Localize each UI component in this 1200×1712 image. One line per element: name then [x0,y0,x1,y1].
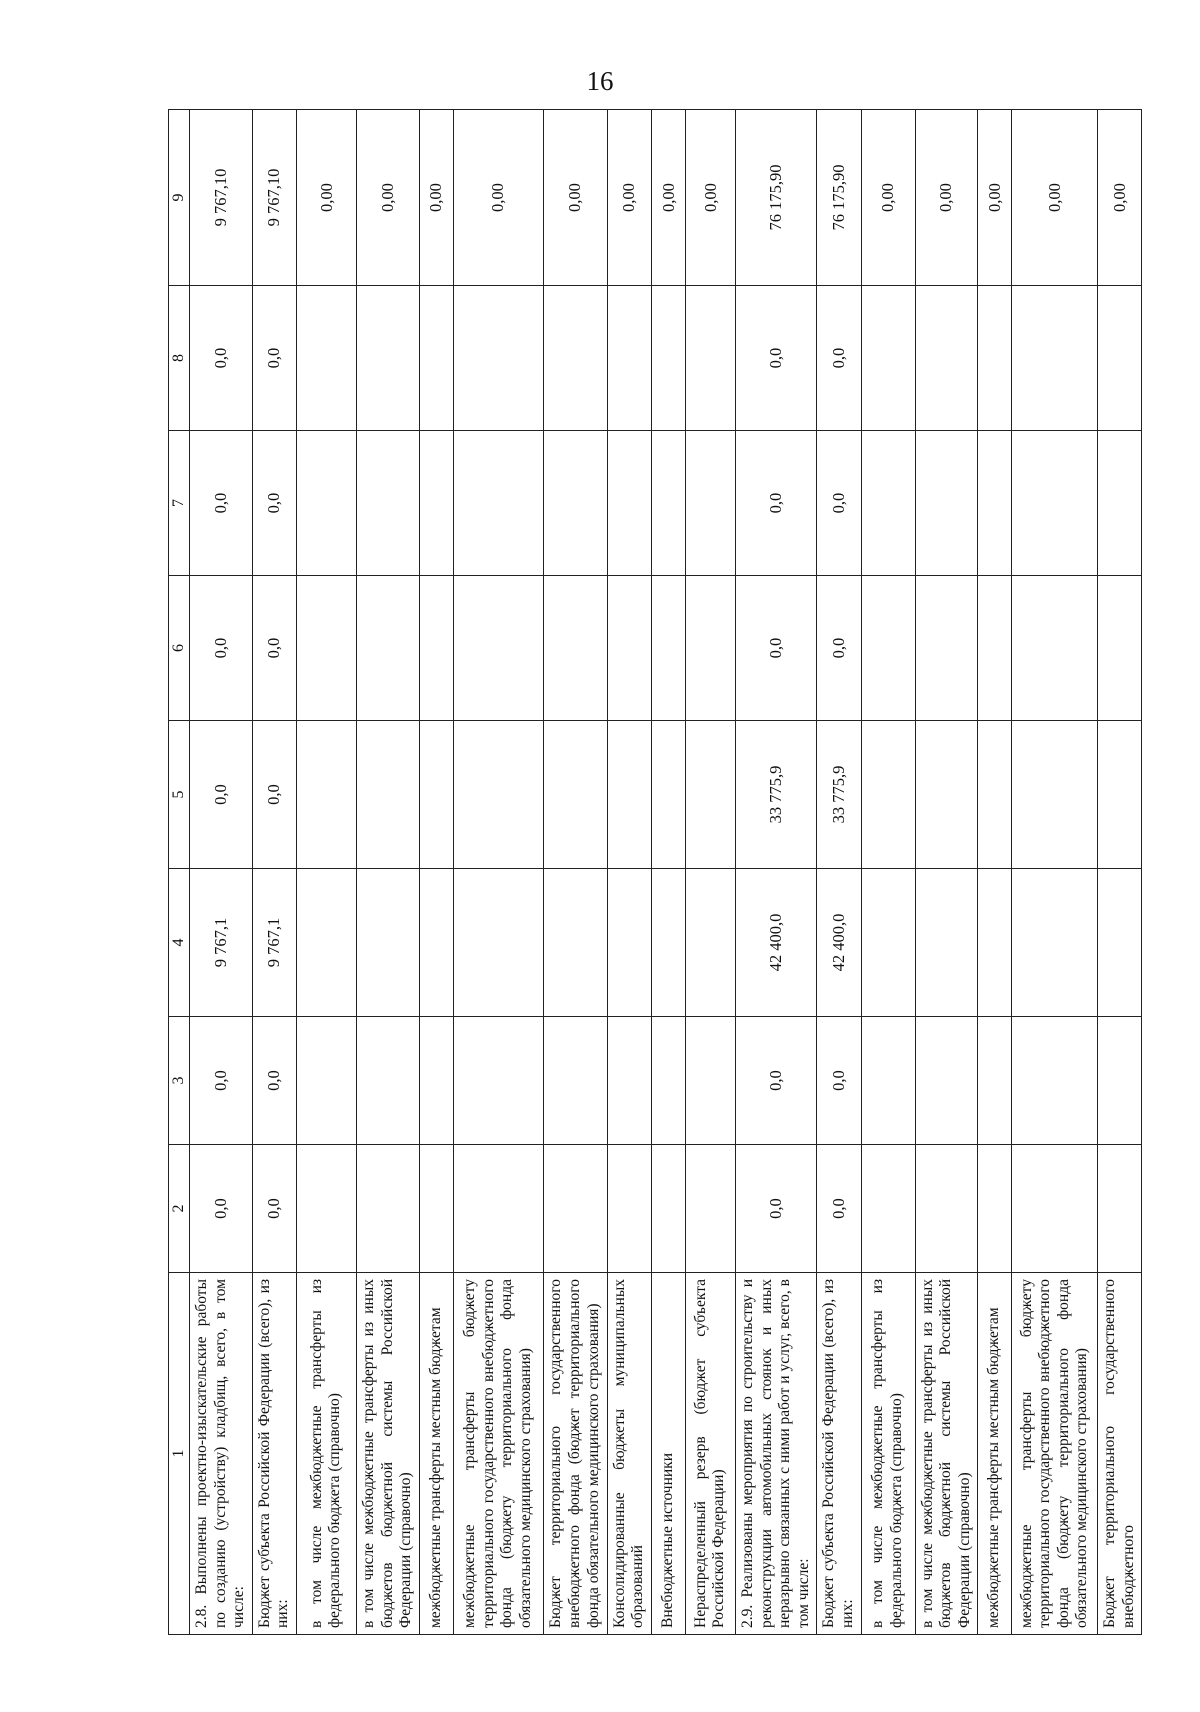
table-cell [356,721,419,869]
table-cell [607,721,651,869]
table-cell [915,869,978,1017]
table-cell: 0,0 [190,1017,253,1145]
table-cell [651,1145,685,1273]
table-cell [1098,1017,1142,1145]
table-cell: 0,0 [735,431,816,576]
column-number: 4 [169,869,190,1017]
budget-table [168,109,1142,1635]
table-cell [356,286,419,431]
table-row [190,110,253,1635]
bottom-margin [0,1650,1200,1712]
table-cell [861,1017,915,1145]
table-cell [1012,431,1098,576]
table-cell: 0,0 [817,286,861,431]
table-cell [651,286,685,431]
table-cell: 0,0 [252,576,296,721]
table-row [651,110,685,1635]
table-cell [419,721,453,869]
table-row [607,110,651,1635]
table-cell [543,1145,607,1273]
table-cell [356,869,419,1017]
table-cell [296,1145,356,1273]
table-cell: 0,0 [190,286,253,431]
table-cell [1098,431,1142,576]
table-cell [296,721,356,869]
table-cell [978,721,1012,869]
table-cell: 0,0 [817,576,861,721]
row-label: Нераспределенный резерв (бюджет субъекта Российской Федерации) [685,1273,735,1635]
table-cell: 0,00 [607,110,651,286]
row-label: Бюджет субъекта Российской Федерации (всего), из них: [252,1273,296,1635]
table-row [1012,110,1098,1635]
table-cell [651,721,685,869]
table-cell: 0,0 [252,286,296,431]
row-label: в том числе межбюджетные трансферты из иных бюджетов бюджетной системы Российской Федерации (справочно) [915,1273,978,1635]
table-row [252,110,296,1635]
table-cell [651,431,685,576]
table-cell [453,431,543,576]
column-number: 1 [169,1273,190,1635]
column-number: 3 [169,1017,190,1145]
table-cell: 0,0 [735,1017,816,1145]
table-cell [861,576,915,721]
table-cell [685,576,735,721]
table-cell [978,1017,1012,1145]
table-cell: 76 175,90 [817,110,861,286]
table-cell [915,721,978,869]
table-cell: 9 767,1 [190,869,253,1017]
table-cell [356,431,419,576]
table-cell [543,576,607,721]
table-row [296,110,356,1635]
column-number: 2 [169,1145,190,1273]
rotated-table-wrapper [168,110,1137,1635]
table-cell [861,1145,915,1273]
table-cell: 0,00 [861,110,915,286]
table-cell: 0,00 [915,110,978,286]
table-cell [296,286,356,431]
table-row [419,110,453,1635]
column-number: 7 [169,431,190,576]
table-cell [1012,869,1098,1017]
row-label: в том числе межбюджетные трансферты из федерального бюджета (справочно) [861,1273,915,1635]
table-cell [1098,576,1142,721]
row-label: межбюджетные трансферты бюджету территориального государственного внебюджетного фонда (бюджету территориального фонда обязательного медицинского страхования) [453,1273,543,1635]
table-cell: 33 775,9 [735,721,816,869]
table-cell [453,721,543,869]
table-cell [651,869,685,1017]
table-cell: 0,0 [817,431,861,576]
column-number: 9 [169,110,190,286]
row-label: в том числе межбюджетные трансферты из федерального бюджета (справочно) [296,1273,356,1635]
table-cell: 0,00 [356,110,419,286]
table-cell [296,431,356,576]
table-cell: 0,0 [190,721,253,869]
table-cell [543,721,607,869]
table-row [735,110,816,1635]
table-row [1098,110,1142,1635]
table-cell [861,721,915,869]
table-cell [685,1145,735,1273]
table-cell: 0,00 [651,110,685,286]
table-cell: 9 767,10 [252,110,296,286]
table-cell: 0,00 [1098,110,1142,286]
table-cell: 0,0 [252,1017,296,1145]
table-cell: 9 767,1 [252,869,296,1017]
table-cell [1098,286,1142,431]
table-cell [1012,286,1098,431]
row-label: межбюджетные трансферты бюджету территориального государственного внебюджетного фонда (бюджету территориального фонда обязательного медицинского страхования) [1012,1273,1098,1635]
table-cell [1098,1145,1142,1273]
table-cell: 42 400,0 [735,869,816,1017]
table-cell [607,431,651,576]
table-cell [419,1145,453,1273]
table-cell [915,1145,978,1273]
table-cell: 0,00 [296,110,356,286]
table-cell: 0,0 [735,1145,816,1273]
table-cell [607,576,651,721]
table-cell [685,721,735,869]
table-cell [453,1017,543,1145]
table-cell [453,286,543,431]
table-cell [651,1017,685,1145]
table-row [915,110,978,1635]
row-label: в том числе межбюджетные трансферты из иных бюджетов бюджетной системы Российской Федерации (справочно) [356,1273,419,1635]
table-cell: 0,0 [252,1145,296,1273]
table-cell [978,286,1012,431]
table-cell: 0,00 [978,110,1012,286]
table-cell: 0,0 [190,1145,253,1273]
table-row [453,110,543,1635]
row-label: Бюджет территориального государственного внебюджетного фонда (бюджет территориального фонда обязательного медицинского страхования) [543,1273,607,1635]
table-cell [543,431,607,576]
table-row [543,110,607,1635]
table-cell [978,431,1012,576]
table-cell [296,576,356,721]
table-cell: 0,00 [685,110,735,286]
table-cell [356,1145,419,1273]
table-cell [607,869,651,1017]
table-cell [419,431,453,576]
table-cell: 0,0 [252,721,296,869]
row-label: Бюджет субъекта Российской Федерации (всего), из них: [817,1273,861,1635]
table-cell: 0,00 [419,110,453,286]
table-cell [453,576,543,721]
table-cell [1012,721,1098,869]
table-cell [685,869,735,1017]
table-cell [1012,1145,1098,1273]
table-cell [651,576,685,721]
row-label: Бюджет территориального государственного внебюджетного [1098,1273,1142,1635]
column-numbers-row [169,110,190,1635]
row-label: межбюджетные трансферты местным бюджетам [978,1273,1012,1635]
table-cell [978,869,1012,1017]
table-cell: 0,0 [735,576,816,721]
table-cell: 9 767,10 [190,110,253,286]
table-cell [685,286,735,431]
table-cell: 33 775,9 [817,721,861,869]
table-cell [419,576,453,721]
table-cell: 0,0 [735,286,816,431]
table-row [861,110,915,1635]
table-cell: 0,00 [543,110,607,286]
table-cell [978,576,1012,721]
row-label: 2.8. Выполнены проектно-изыскательские работы по созданию (устройству) кладбищ, всего, в том числе: [190,1273,253,1635]
row-label: межбюджетные трансферты местным бюджетам [419,1273,453,1635]
table-cell [356,576,419,721]
table-cell [861,869,915,1017]
table-row [356,110,419,1635]
column-number: 5 [169,721,190,869]
page-number: 16 [586,66,614,96]
table-cell [419,869,453,1017]
table-cell [978,1145,1012,1273]
table-cell [356,1017,419,1145]
table-cell [915,431,978,576]
table-cell [1098,721,1142,869]
table-row [817,110,861,1635]
table-cell: 0,0 [190,576,253,721]
table-cell [296,869,356,1017]
row-label: Консолидированные бюджеты муниципальных образований [607,1273,651,1635]
table-cell [861,431,915,576]
table-cell [607,1017,651,1145]
table-cell [543,869,607,1017]
table-cell [1012,1017,1098,1145]
table-cell [419,1017,453,1145]
table-cell: 76 175,90 [735,110,816,286]
table-cell: 0,0 [817,1145,861,1273]
table-cell [543,1017,607,1145]
table-cell: 0,00 [1012,110,1098,286]
column-number: 8 [169,286,190,431]
row-label: 2.9. Реализованы мероприятия по строительству и реконструкции автомобильных стоянок и иных неразрывно связанных с ними работ и услуг, всего, в том числе: [735,1273,816,1635]
table-cell [685,1017,735,1145]
table-cell [543,286,607,431]
column-number: 6 [169,576,190,721]
table-row [978,110,1012,1635]
row-label: Внебюджетные источники [651,1273,685,1635]
table-cell: 42 400,0 [817,869,861,1017]
table-row [685,110,735,1635]
table-cell [296,1017,356,1145]
table-cell: 0,0 [190,431,253,576]
table-cell [1012,576,1098,721]
table-cell: 0,00 [453,110,543,286]
table-cell [685,431,735,576]
table-cell [915,1017,978,1145]
table-cell [607,1145,651,1273]
table-cell [861,286,915,431]
table-cell [453,1145,543,1273]
table-cell [453,869,543,1017]
table-cell [915,576,978,721]
table-cell [1098,869,1142,1017]
table-cell [915,286,978,431]
table-cell: 0,0 [252,431,296,576]
table-cell [607,286,651,431]
table-cell [419,286,453,431]
table-cell: 0,0 [817,1017,861,1145]
